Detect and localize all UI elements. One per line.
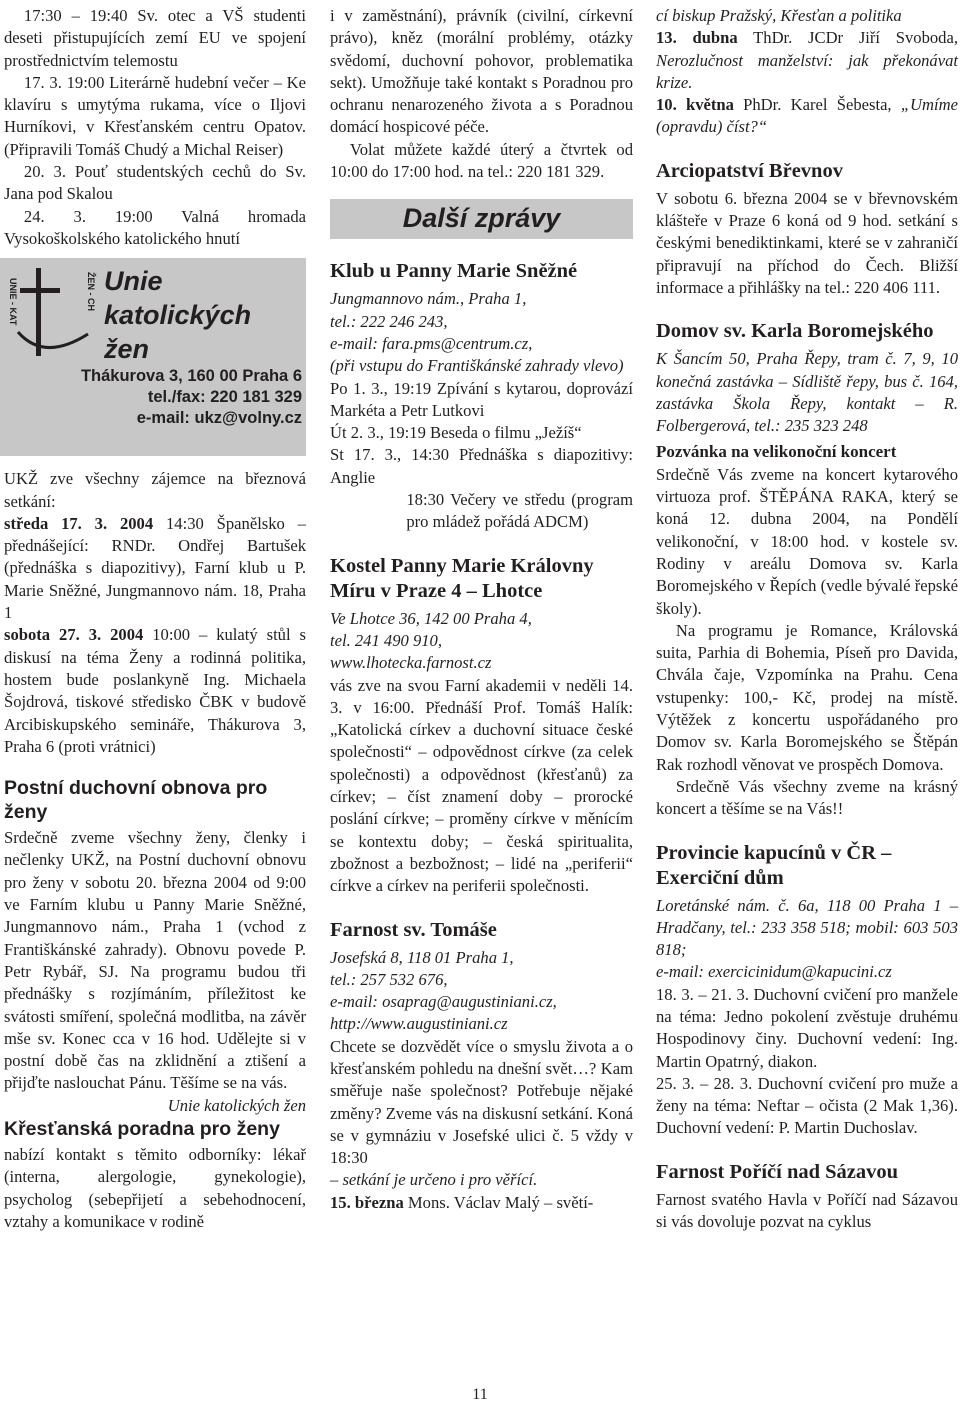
- apr13-title: Nerozlučnost manželství: jak překonávat krize.: [656, 50, 958, 92]
- concert-heading: Pozvánka na velikonoční koncert: [656, 442, 897, 462]
- kapucini-email: e-mail: exercicinidum@kapucini.cz: [656, 962, 892, 982]
- section-banner: Další zprávy: [330, 199, 633, 239]
- ukz-name-line1: Unie: [104, 266, 163, 297]
- lecture-may: [656, 94, 958, 139]
- tomas-address: Josefská 8, 118 01 Praha 1,: [330, 947, 514, 967]
- apr13-label: 13. dubna: [656, 28, 738, 48]
- concert-invite: Srdečně Vás všechny zveme na krásný koncert a těšíme se na Vás!!: [656, 776, 958, 819]
- ukz-name-line3: žen: [104, 334, 150, 365]
- lhotka-phone: tel. 241 490 910,: [330, 630, 442, 650]
- tomas-phone: tel.: 257 532 676,: [330, 969, 448, 989]
- lecture-april: [656, 27, 958, 94]
- tomas-email: e-mail: osaprag@augustiniani.cz,: [330, 992, 557, 1012]
- snezne-event-3: St 17. 3., 14:30 Přednáška s diapozitivy: Anglie: [330, 445, 633, 487]
- snezne-phone: tel.: 222 246 243,: [330, 311, 448, 331]
- event-17-3-telemost: 17:30 – 19:40 Sv. otec a VŠ studenti deseti přistupujících zemí EU ve spojení prostřednictvím telemostu: [4, 6, 306, 70]
- ukz-wed-text: 14:30 Španělsko – přednášející: RNDr. Ondřej Bartušek (přednáška s diapozitivy), Farní klub u P. Marie Sněžné, Jungmannovo nám. 18, Praha 1: [4, 513, 306, 623]
- ukz-wed-event: [4, 513, 306, 624]
- ukz-phone: tel./fax: 220 181 329: [147, 388, 302, 407]
- kapucini-address: Loretánské nám. č. 6a, 118 00 Praha 1 – Hradčany, tel.: 233 358 518; mobil: 603 503 818;: [656, 895, 958, 960]
- tomas-march-text: Mons. Václav Malý – světí-: [407, 1192, 594, 1212]
- svg-text:UNIE - KAT: UNIE - KAT: [8, 278, 18, 326]
- event-20-3-pilgrimage: 20. 3. Pouť studentských cechů do Sv. Jana pod Skalou: [4, 162, 306, 204]
- retreat-heading: Postní duchovní obnova pro ženy: [4, 777, 268, 824]
- lhotka-address: Ve Lhotce 36, 142 00 Praha 4,: [330, 608, 532, 628]
- svg-text:ŽEN - CH: ŽEN - CH: [86, 272, 96, 312]
- counsel-call: Volat můžete každé úterý a čtvrtek od 10:00 do 17:00 hod. na tel.: 220 181 329.: [330, 139, 633, 182]
- ukz-wed-label: středa 17. 3. 2004: [4, 513, 154, 533]
- ukz-sat-text: 10:00 – kulatý stůl s diskusí na téma Ženy a rodinná politika, hostem bude poslankyně Ing. Michaela Šojdrová, tiskové středisko ČBK v budově Arcibiskupského semináře, Thákurova 3, Praha 6 (proti vrátnici): [4, 625, 306, 756]
- domov-heading: Domov sv. Karla Boromejského: [656, 320, 934, 343]
- concert-text: Srdečně Vás zveme na koncert kytarového virtuoza prof. ŠTĚPÁNA RAKA, který se koná 12. dubna 2004, na Pondělí velikonoční, v 18:00 hod. v kostele sv. Rodiny v areálu Domova sv. Karla Boromejského v Řepích (vedle bývalé řepské školy).: [656, 464, 958, 618]
- brevnov-heading: Arciopatství Břevnov: [656, 159, 843, 182]
- porici-heading: Farnost Poříčí nad Sázavou: [656, 1160, 899, 1183]
- retreat-body: Srdečně zveme všechny ženy, členky i nečlenky UKŽ, na Postní duchovní obnovu pro ženy v sobotu 20. března 2004 od 9:00 ve Farním klubu u Panny Marie Sněžné, Jungmannovo nám., Praha 1 (vchod z Františkánské zahrady). Obnovu povede P. Petr Rybář, SJ. Na programu budou tři přednášky s rozjímáním, příležitost ke svátosti smíření, společná modlitba, na závěr mše sv. Konec cca v 16 hod. Udělejte si v postní době čas na zklidnění a ztišení a přijďte naslouchat Pánu. Těšíme se na vás.: [4, 828, 306, 1093]
- event-24-3-assembly: 24. 3. 19:00 Valná hromada Vysokoškolského katolického hnutí: [4, 206, 306, 248]
- snezne-event-4: 18:30 Večery ve středu (program pro mládež pořádá ADCM): [406, 490, 633, 532]
- ukz-name-line2: katolických: [104, 300, 252, 331]
- tomas-web: http://www.augustiniani.cz: [330, 1014, 508, 1034]
- tomas-lecture-march: [330, 1192, 633, 1214]
- snezne-email: e-mail: fara.pms@centrum.cz,: [330, 333, 533, 353]
- tomas-march-label: 15. března: [330, 1192, 404, 1212]
- ukz-address: Thákurova 3, 160 00 Praha 6: [80, 367, 302, 386]
- concert-program: Na programu je Romance, Královská suita, Parhia di Bohemia, Píseň pro Davida, Chvála čaje, Vzpomínka na Prahu. Cena vstupenky: 100,- Kč, prodej na místě. Výtěžek z koncertu uspořádaného pro Domov sv. Karla Boromejského se Štěpán Rak rozhodl věnovat ve prospěch Domova.: [656, 620, 958, 774]
- kapucini-event-1: 18. 3. – 21. 3. Duchovní cvičení pro manžele na téma: Jedno pokolení zvěstuje druhému Hospodinovy činy. Duchovní vedení: Ing. Martin Opatrný, diakon.: [656, 984, 958, 1071]
- tomas-note: – setkání je určeno i pro věřící.: [330, 1170, 538, 1190]
- counsel-continued: i v zaměstnání), právník (civilní, církevní právo), kněz (morální problémy, otázky svědomí, duchovní pohovor, problematika sekt). Umožňuje také kontakt s Poradnou pro ochranu nenarozeného života a s Poradnou domácí hospicové péče.: [330, 6, 633, 137]
- ukz-sat-event: [4, 624, 306, 758]
- retreat-signature: Unie katolických žen: [167, 1095, 306, 1115]
- ukz-cross-logo-icon: [4, 264, 100, 364]
- may10-title: „Umíme (opravdu) číst?“: [656, 95, 958, 137]
- apr13-lecturer: ThDr. JCDr Jiří Svoboda,: [753, 28, 958, 48]
- ukz-contact: [0, 366, 302, 429]
- snezne-note: (při vstupu do Františkánské zahrady vlevo): [330, 356, 624, 376]
- column-middle: [330, 5, 633, 1214]
- ukz-name: [104, 264, 251, 366]
- may10-lecturer: PhDr. Karel Šebesta,: [743, 95, 892, 115]
- snezne-address: Jungmannovo nám., Praha 1,: [330, 289, 527, 309]
- event-17-3-literary-evening: 17. 3. 19:00 Literárně hudební večer – Ke klavíru s umytýma rukama, více o Iljovi Hurníkovi, v Křesťanském centru Opatov. (Připravili Tomáš Chudý a Michal Reiser): [4, 72, 306, 159]
- snezne-event-1: Po 1. 3., 19:19 Zpívání s kytarou, doprovází Markéta a Petr Lutkovi: [330, 378, 633, 420]
- counsel-heading: Křesťanská poradna pro ženy: [4, 1117, 280, 1140]
- snezne-event-2: Út 2. 3., 19:19 Beseda o filmu „Ježíš“: [330, 423, 582, 443]
- snezne-heading: Klub u Panny Marie Sněžné: [330, 260, 578, 283]
- lhotka-text: vás zve na svou Farní akademii v neděli 14. 3. v 16:00. Přednáší Prof. Tomáš Halík: „Katolická církev a duchovní situace české společnosti“ – odpovědnost církve (za celek společnosti) a odpovědnost (křesťanů) za církev; – číst znamení doby – prorocké poslání církve; – proměny církve v měnícím se kontextu doby; – česká spiritualita, zbožnost a bezbožnost; – lidé na „periferii“ církve a církev na periferii společnosti.: [330, 675, 633, 896]
- ukz-sat-label: sobota 27. 3. 2004: [4, 625, 144, 645]
- ukz-email: e-mail: ukz@volny.cz: [136, 409, 302, 428]
- ukz-box: [0, 258, 306, 456]
- column-right: [656, 5, 958, 1233]
- domov-address: K Šancím 50, Praha Řepy, tram č. 7, 9, 10 konečná zastávka – Sídliště řepy, bus č. 164, zastávka Škola Řepy, kontakt – R. Folbergerová, tel.: 235 323 248: [656, 349, 958, 436]
- column-left: [4, 5, 306, 1233]
- brevnov-text: V sobotu 6. března 2004 se v břevnovském klášteře v Praze 6 koná od 9 hod. setkání s českými benediktinkami, které se v zahraničí připravují na příchod do Čech. Bližší informace a přihlášky na tel.: 220 406 111.: [656, 188, 958, 297]
- porici-text: Farnost svatého Havla v Poříčí nad Sázavou si vás dovoluje pozvat na cyklus: [656, 1189, 958, 1232]
- ukz-invite: UKŽ zve všechny zájemce na březnová setkání:: [4, 469, 306, 511]
- lhotka-heading: Kostel Panny Marie Královny Míru v Praze 4 – Lhotce: [330, 554, 594, 602]
- tomas-text: Chcete se dozvědět více o smyslu života a o křesťanském pohledu na dnešní svět…? Kam směřuje naše společnost? Potřebuje nějaké změny? Zveme vás na diskusní setkání. Koná se v gymnáziu v Josefské ulici č. 5 vždy v 18:30: [330, 1036, 633, 1168]
- page-number: 11: [472, 1386, 488, 1403]
- lhotka-web: www.lhotecka.farnost.cz: [330, 653, 492, 673]
- kapucini-event-2: 25. 3. – 28. 3. Duchovní cvičení pro muže a ženy na téma: Neftar – očista (2 Mak 1,36). Duchovní vedení: P. Martin Duchoslav.: [656, 1073, 958, 1138]
- maly-lecture-title: cí biskup Pražský, Křesťan a politika: [656, 6, 902, 25]
- kapucini-heading: Provincie kapucínů v ČR – Exerciční dům: [656, 841, 892, 889]
- counsel-text: nabízí kontakt s těmito odborníky: lékař (interna, alergologie, gynekologie), psycholog (sebepřijetí a sebehodnocení, vztahy a komunikace v rodině: [4, 1144, 306, 1231]
- retreat-text: [4, 827, 306, 1115]
- may10-label: 10. května: [656, 95, 734, 115]
- tomas-heading: Farnost sv. Tomáše: [330, 918, 497, 941]
